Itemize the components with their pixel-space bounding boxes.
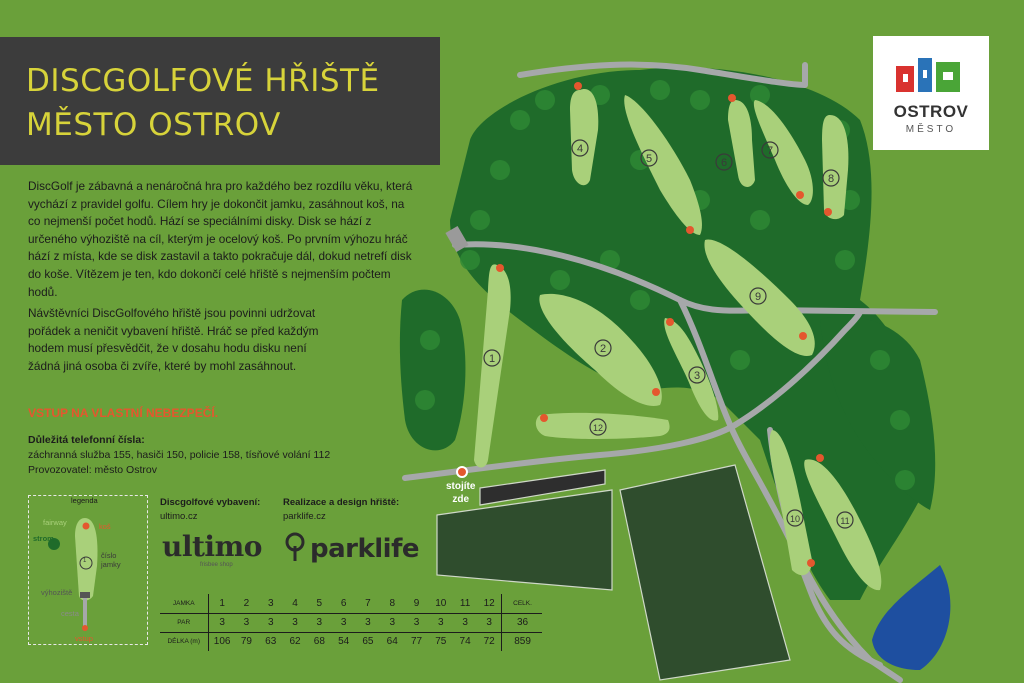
par-9: 3 — [404, 613, 428, 632]
legend-hole-number: číslo jamky — [101, 551, 121, 569]
hole-1: 1 — [210, 594, 234, 613]
hole-7: 7 — [356, 594, 380, 613]
legend-sample-number: 1 — [83, 558, 87, 564]
design-credit — [283, 497, 399, 522]
length-3: 63 — [265, 636, 277, 648]
par-5: 3 — [307, 613, 331, 632]
par-7: 3 — [356, 613, 380, 632]
par-4: 3 — [283, 613, 307, 632]
phone-info — [28, 433, 388, 478]
length-9: 77 — [410, 636, 423, 648]
description-paragraph-2: Návštěvníci DiscGolfového hřiště jsou povinni udržovat pořádek a neničit vybavení hřiště. Hráč se před každým hodem musí přesvědčit, že v dosahu hodu disku není žádná jiná osoba či zvíře, které by mohl zasáhnout. — [28, 306, 319, 373]
title-panel — [0, 37, 440, 165]
description-paragraph-1: DiscGolf je zábavná a nenáročná hra pro každého bez rozdílu věku, která vychází z pravidel golfu. Cílem hry je dokončit jamku, zasáhnout koš, na co nejmenší počet hodů. Hází se speciálními disky. Disk se hází z určeného výhoziště na cíl, kterým je ocelový koš. Po prvním výhozu hráč hází z místa, kde se disk zastavil a takto pokračuje dál, dokud netrefí disk do koše. Vítězem je ten, kdo dokončí celé hřiště s nejmenším počtem hodů. — [28, 179, 413, 299]
hole-8: 8 — [380, 594, 404, 613]
length-10: 75 — [435, 636, 447, 648]
length-8: 64 — [386, 636, 398, 648]
hole-5-label: 5 — [645, 153, 653, 165]
par-10: 3 — [429, 613, 453, 632]
hole-1-label: 1 — [488, 353, 496, 365]
logo-name: OSTROV — [893, 102, 969, 121]
hole-11: 11 — [453, 594, 477, 613]
scorecard-par-row — [160, 613, 542, 632]
title-line-2: MĚSTO OSTROV — [26, 107, 281, 143]
hole-7-label: 7 — [766, 145, 774, 157]
legend-tee: výhoziště — [41, 588, 73, 597]
hole-6: 6 — [331, 594, 355, 613]
total-label: CELK. — [504, 594, 542, 613]
phones-operator: Provozovatel: město Ostrov — [28, 464, 157, 476]
hole-8-label: 8 — [827, 173, 835, 185]
par-11: 3 — [453, 613, 477, 632]
length-2: 79 — [240, 636, 252, 648]
hole-4: 4 — [283, 594, 307, 613]
scorecard — [160, 594, 542, 651]
warning-text: VSTUP NA VLASTNÍ NEBEZPEČÍ. — [28, 406, 219, 420]
hole-12: 12 — [477, 594, 501, 613]
par-1: 3 — [210, 613, 234, 632]
par-8: 3 — [380, 613, 404, 632]
length-5: 68 — [313, 636, 325, 648]
parklife-pin-icon — [284, 532, 306, 562]
you-are-here-line-2: zde — [452, 494, 470, 505]
hole-3: 3 — [259, 594, 283, 613]
phones-numbers: záchranná služba 155, hasiči 150, policie 158, tísňové volání 112 — [28, 449, 331, 461]
hole-12-label: 12 — [592, 423, 604, 433]
scorecard-length-row — [160, 632, 542, 651]
hole-9: 9 — [404, 594, 428, 613]
logo-sub: MĚSTO — [905, 124, 957, 135]
hole-4-label: 4 — [576, 143, 584, 155]
length-6: 54 — [338, 636, 350, 648]
length-11: 74 — [459, 636, 471, 648]
legend-basket: koš — [99, 522, 111, 531]
par-6: 3 — [331, 613, 355, 632]
pond — [872, 565, 950, 670]
legend — [28, 495, 148, 645]
length-4: 62 — [289, 636, 301, 648]
design-url[interactable]: parklife.cz — [283, 511, 326, 522]
design-label: Realizace a design hřiště: — [283, 497, 400, 508]
legend-path: cesta — [61, 609, 79, 618]
row-label-par: PAR — [160, 613, 208, 632]
hole-10: 10 — [429, 594, 453, 613]
hole-5: 5 — [307, 594, 331, 613]
equipment-url[interactable]: ultimo.cz — [160, 511, 198, 522]
par-12: 3 — [477, 613, 501, 632]
length-7: 65 — [362, 636, 374, 648]
town-logo-icon — [873, 46, 989, 106]
row-label-holes: JAMKA — [160, 594, 208, 613]
length-1: 106 — [213, 636, 231, 648]
total-length: 859 — [514, 636, 531, 648]
you-are-here-label — [446, 480, 475, 506]
legend-title: legenda — [71, 496, 98, 505]
hole-11-label: 11 — [840, 516, 850, 526]
hole-6-label: 6 — [720, 157, 728, 169]
hole-10-label: 10 — [789, 514, 801, 524]
par-3: 3 — [259, 613, 283, 632]
course-description — [28, 178, 418, 380]
legend-tree: strom — [33, 534, 54, 543]
equipment-credit — [160, 497, 260, 522]
equipment-label: Discgolfové vybavení: — [160, 497, 261, 508]
phones-heading: Důležitá telefonní čísla: — [28, 434, 145, 446]
ultimo-logo: ultimo — [162, 530, 262, 563]
title-line-1: DISCGOLFOVÉ HŘIŠTĚ — [26, 63, 380, 99]
you-are-here-marker — [457, 467, 467, 477]
hole-2-label: 2 — [599, 343, 607, 355]
par-2: 3 — [234, 613, 258, 632]
row-label-length: DÉLKA (m) — [167, 638, 200, 646]
parklife-logo: parklife — [310, 534, 420, 564]
you-are-here-line-1: stojíte — [446, 481, 476, 492]
hole-3-label: 3 — [693, 370, 701, 382]
hole-9-label: 9 — [754, 291, 762, 303]
legend-entry: vstup — [75, 634, 93, 643]
scorecard-holes-row — [160, 594, 542, 613]
length-12: 72 — [483, 636, 495, 648]
legend-fairway: fairway — [43, 518, 67, 527]
ultimo-sub: frisbee shop — [200, 562, 233, 568]
hole-2: 2 — [234, 594, 258, 613]
total-par: 36 — [504, 613, 542, 632]
ostrov-logo — [873, 36, 989, 150]
